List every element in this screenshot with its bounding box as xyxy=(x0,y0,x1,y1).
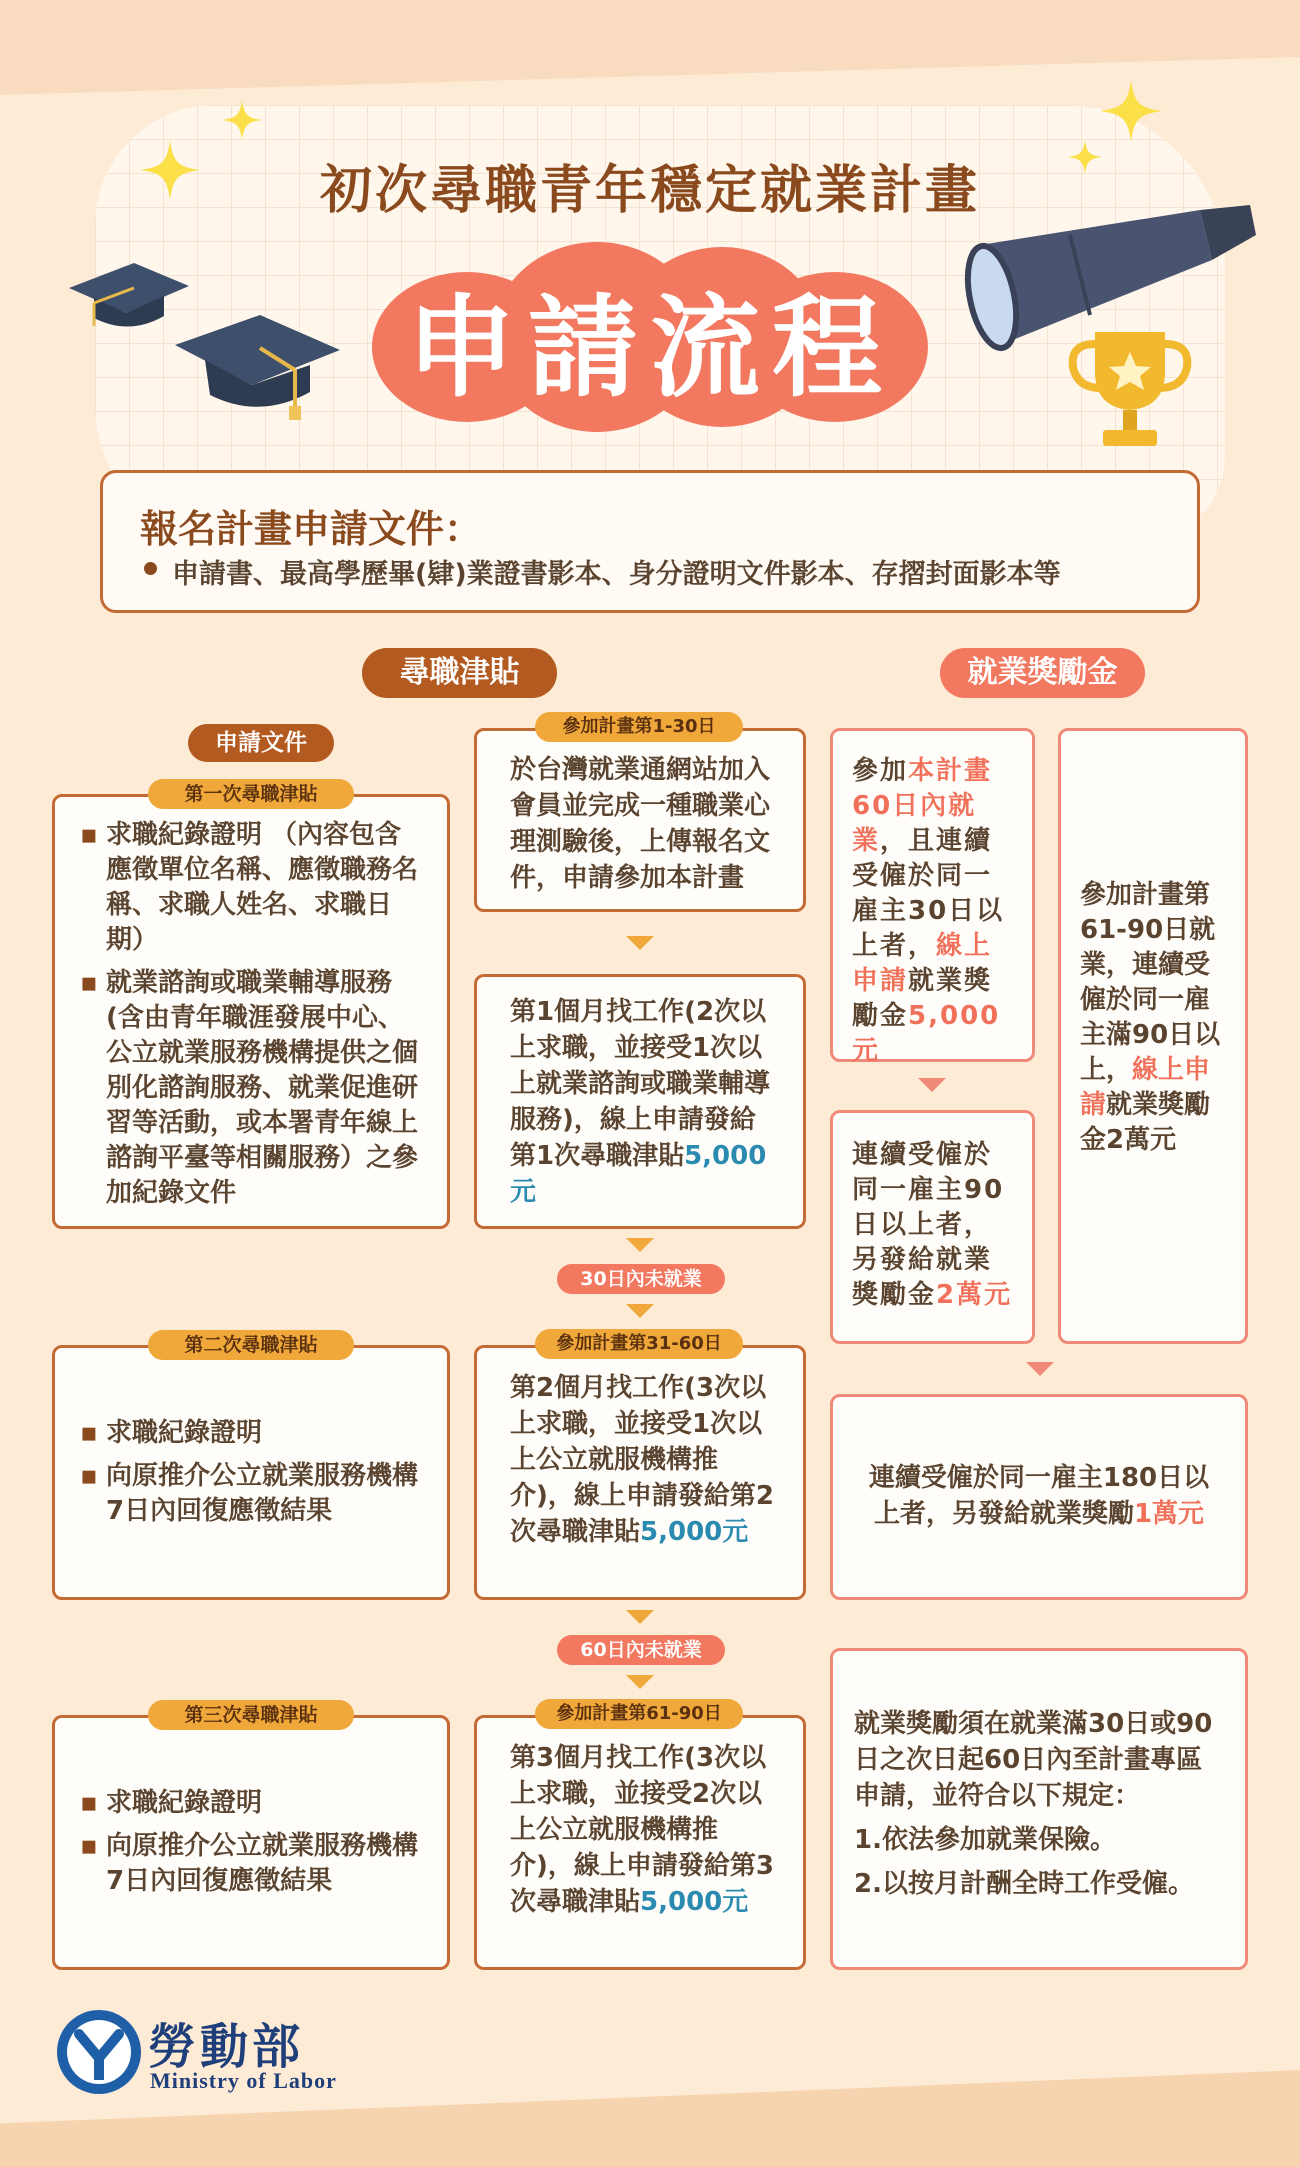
flow-arrow-down xyxy=(626,1238,654,1252)
page-subtitle: 初次尋職青年穩定就業計畫 xyxy=(319,161,980,221)
bonus-c-text: 連續受僱於同一雇主180日以上者，另發給就業獎勵1萬元 xyxy=(868,1463,1210,1529)
allowance-docs-tag-1: 第一次尋職津貼 xyxy=(148,779,354,809)
bonus-a2-text: 連續受僱於同一雇主90日以上者，另發給就業獎勵金2萬元 xyxy=(852,1140,1013,1310)
list-item: ▪ 就業諮詢或職業輔導服務(含由青年職涯發展中心、公立就業服務機構提供之個別化諮詢服務、就業促進研習等活動，或本署青年線上諮詢平臺等相關服務）之參加紀錄文件 xyxy=(80,966,425,1211)
graduation-cap-icon xyxy=(170,310,345,425)
allowance-docs-list-2 xyxy=(80,1416,425,1537)
flow-step-2-amount: 5,000元 xyxy=(510,1141,767,1207)
trophy-icon xyxy=(1065,322,1195,457)
flow-step-3-text: 第2個月找工作(3次以上求職，並接受1次以上公立就服機構推介)，線上申請發給第2次尋職津貼5,000元 xyxy=(510,1373,774,1547)
bonus-b-text: 參加計畫第61-90日就業，連續受僱於同一雇主滿90日以上，線上申請就業獎勵金2萬元 xyxy=(1080,880,1221,1155)
allowance-docs-tag-2: 第二次尋職津貼 xyxy=(148,1330,354,1360)
flow-arrow-down xyxy=(626,1610,654,1624)
ministry-name-en: Ministry of Labor xyxy=(150,2068,337,2093)
flow-step-4-tag: 參加計畫第61-90日 xyxy=(535,1699,743,1729)
flow-arrow-down xyxy=(1026,1362,1054,1376)
flow-arrow-down xyxy=(918,1078,946,1092)
bonus-rules-intro: 就業獎勵須在就業滿30日或90日之次日起60日內至計畫專區申請，並符合以下規定： xyxy=(854,1709,1213,1811)
documents-item: 申請書、最高學歷畢(肄)業證書影本、身分證明文件影本、存摺封面影本等 xyxy=(172,559,1061,590)
page-title: 申請流程 xyxy=(406,284,894,412)
flow-gap-2: 60日內未就業 xyxy=(557,1635,725,1665)
bonus-rules-1: 1.依法參加就業保險。 xyxy=(854,1825,1116,1855)
bullet-dot xyxy=(144,562,157,575)
bonus-a1-text: 參加本計畫60日內就業，且連續受僱於同一雇主30日以上者，線上申請就業獎勵金5,000元 xyxy=(852,756,1005,1066)
flow-step-4-text: 第3個月找工作(3次以上求職，並接受2次以上公立就服機構推介)，線上申請發給第3次尋職津貼5,000元 xyxy=(510,1743,774,1917)
flow-step-1-text: 於台灣就業通網站加入會員並完成一種職業心理測驗後，上傳報名文件，申請參加本計畫 xyxy=(510,755,771,893)
allowance-docs-list-3 xyxy=(80,1786,425,1907)
list-item: ▪ 求職紀錄證明 xyxy=(80,1786,425,1821)
bonus-a1-amount: 5,000元 xyxy=(852,1001,1001,1066)
bonus-a2-amount: 2萬元 xyxy=(936,1280,1013,1310)
flow-step-2-text: 第1個月找工作(2次以上求職，並接受1次以上就業諮詢或職業輔導服務)，線上申請發給第1次尋職津貼5,000元 xyxy=(510,997,771,1207)
flow-gap-1: 30日內未就業 xyxy=(557,1264,725,1294)
flow-arrow-down xyxy=(626,936,654,950)
flow-step-3-amount: 5,000元 xyxy=(640,1517,749,1547)
ministry-name-zh: 勞動部 xyxy=(148,2019,305,2075)
section-job-search-allowance: 尋職津貼 xyxy=(362,648,557,698)
flow-step-1-tag: 參加計畫第1-30日 xyxy=(535,712,743,742)
flow-arrow-down xyxy=(626,1304,654,1318)
flow-step-3-tag: 參加計畫第31-60日 xyxy=(535,1329,743,1359)
list-item: ▪ 向原推介公立就業服務機構7日內回復應徵結果 xyxy=(80,1459,425,1529)
documents-title: 報名計畫申請文件： xyxy=(140,507,483,551)
list-item: ▪ 求職紀錄證明 （內容包含應徵單位名稱、應徵職務名稱、求職人姓名、求職日期） xyxy=(80,818,425,958)
sparkle-icon xyxy=(222,100,262,140)
list-item: ▪ 求職紀錄證明 xyxy=(80,1416,425,1451)
application-docs-label: 申請文件 xyxy=(188,724,334,762)
section-employment-bonus: 就業獎勵金 xyxy=(940,648,1145,698)
bonus-c-amount: 1萬元 xyxy=(1133,1499,1205,1529)
allowance-docs-list-1 xyxy=(80,818,425,1219)
flow-arrow-down xyxy=(626,1675,654,1689)
flow-step-4-amount: 5,000元 xyxy=(640,1887,749,1917)
sparkle-icon xyxy=(1100,80,1162,142)
bonus-rules-2: 2.以按月計酬全時工作受僱。 xyxy=(854,1869,1194,1899)
allowance-docs-tag-3: 第三次尋職津貼 xyxy=(148,1700,354,1730)
list-item: ▪ 向原推介公立就業服務機構7日內回復應徵結果 xyxy=(80,1829,425,1899)
ministry-logo-icon xyxy=(55,2008,143,2096)
